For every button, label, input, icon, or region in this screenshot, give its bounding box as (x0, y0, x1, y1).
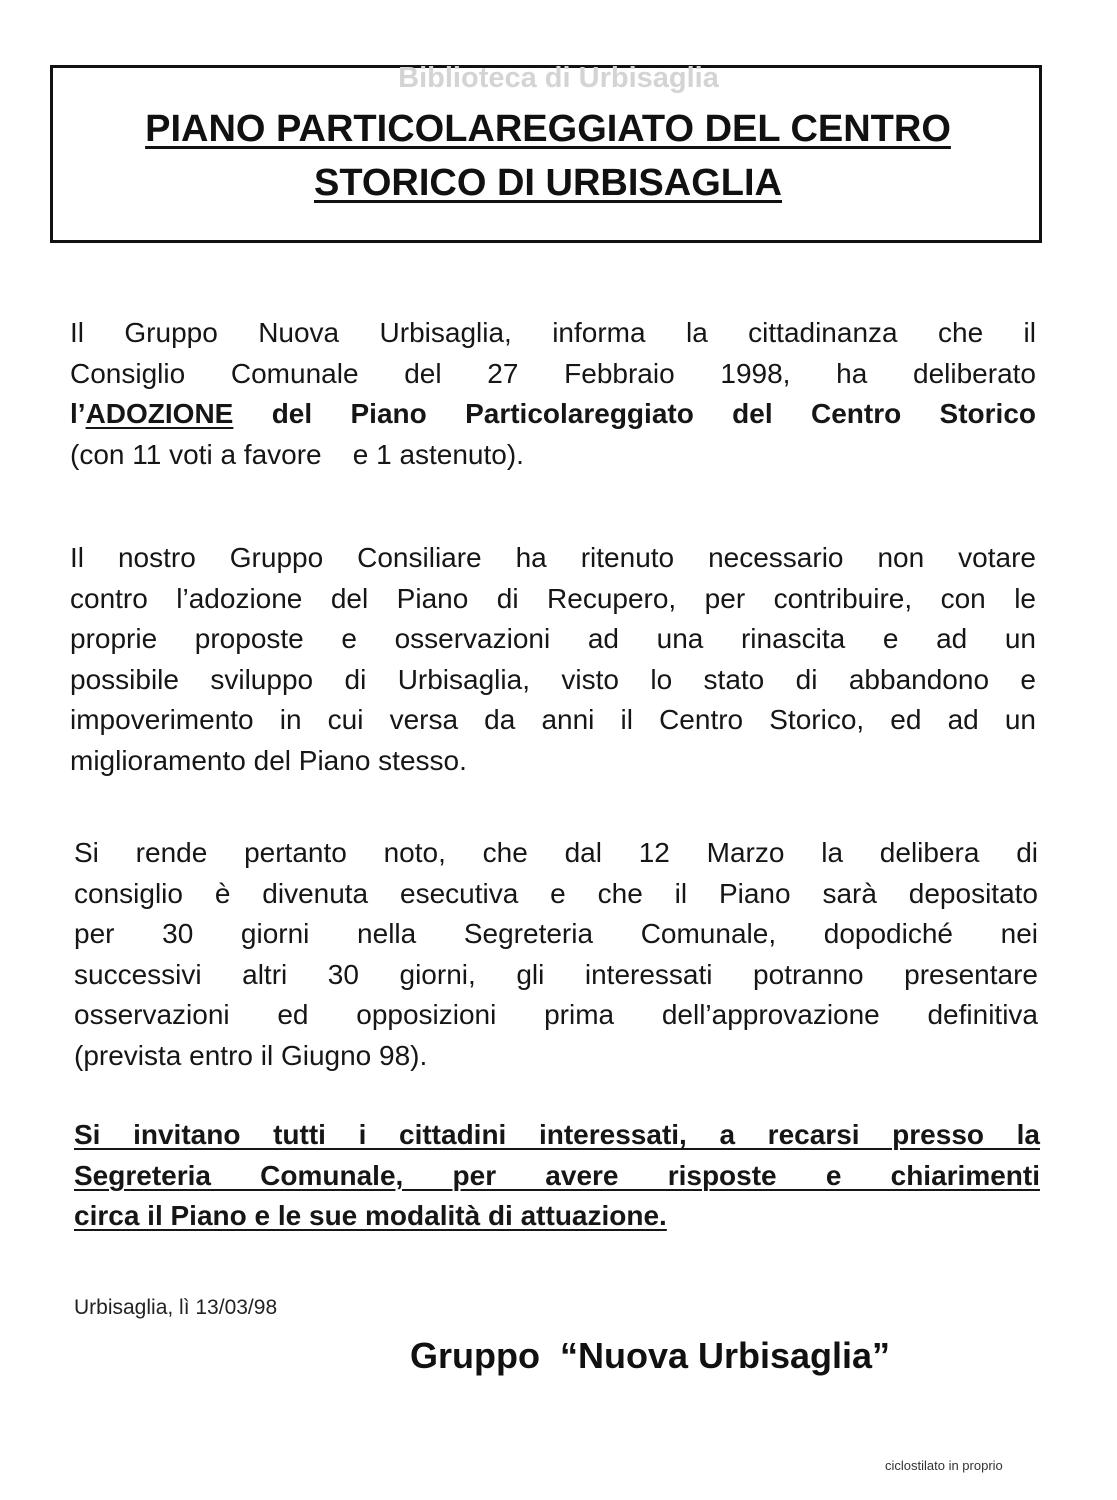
title-line-2: STORICO DI URBISAGLIA (314, 162, 782, 204)
paragraph-line: circa il Piano e le sue modalità di attuazione. (74, 1200, 667, 1231)
adoption-rest: del Piano Particolareggiato del Centro Storico (233, 398, 1036, 429)
title-line-1: PIANO PARTICOLAREGGIATO DEL CENTRO (145, 108, 951, 150)
paragraph-invitation (74, 1115, 1040, 1237)
paragraph-group-position (70, 538, 1036, 781)
paragraph-line: Si rende pertanto noto, che dal 12 Marzo la delibera di (74, 837, 1038, 868)
paragraph-deposit-notice (74, 833, 1038, 1076)
paragraph-line: (prevista entro il Giugno 98). (74, 1039, 428, 1071)
paragraph-line: contro l’adozione del Piano di Recupero, per contribuire, con le (70, 582, 1036, 614)
signature: Gruppo “Nuova Urbisaglia” (410, 1335, 891, 1376)
paragraph-line: proprie proposte e osservazioni ad una rinascita e ad un (70, 623, 1036, 654)
paragraph-line: per 30 giorni nella Segreteria Comunale, dopodiché nei (74, 918, 1038, 949)
paragraph-line: successivi altri 30 giorni, gli interessati potranno presentare (74, 958, 1038, 990)
paragraph-line: Si invitano tutti i cittadini interessati, a recarsi presso la (74, 1119, 1040, 1150)
paragraph-line: Consiglio Comunale del 27 Febbraio 1998, ha deliberato (70, 357, 1036, 389)
paragraph-line: Il Gruppo Nuova Urbisaglia, informa la cittadinanza che il (70, 317, 1036, 348)
paragraph-line: Segreteria Comunale, per avere risposte e chiarimenti (74, 1159, 1040, 1191)
place-and-date: Urbisaglia, lì 13/03/98 (74, 1296, 278, 1319)
footer-note: ciclostilato in proprio (885, 1458, 1003, 1473)
paragraph-line: impoverimento in cui versa da anni il Centro Storico, ed ad un (70, 704, 1036, 735)
adoption-keyword: ADOZIONE (85, 398, 234, 429)
paragraph-line-adoption (70, 394, 1036, 435)
document-title (52, 102, 1044, 210)
paragraph-line: osservazioni ed opposizioni prima dell’approvazione definitiva (74, 999, 1038, 1030)
adoption-prefix: l’ (70, 398, 86, 429)
paragraph-line: Il nostro Gruppo Consiliare ha ritenuto necessario non votare (70, 542, 1036, 573)
paragraph-line: possibile sviluppo di Urbisaglia, visto lo stato di abbandono e (70, 663, 1036, 695)
library-watermark: Biblioteca di Urbisaglia (398, 62, 719, 94)
paragraph-line: consiglio è divenuta esecutiva e che il Piano sarà depositato (74, 877, 1038, 909)
paragraph-line: miglioramento del Piano stesso. (70, 744, 467, 776)
paragraph-line: (con 11 voti a favore e 1 astenuto). (70, 438, 524, 470)
paragraph-adoption (70, 313, 1036, 475)
